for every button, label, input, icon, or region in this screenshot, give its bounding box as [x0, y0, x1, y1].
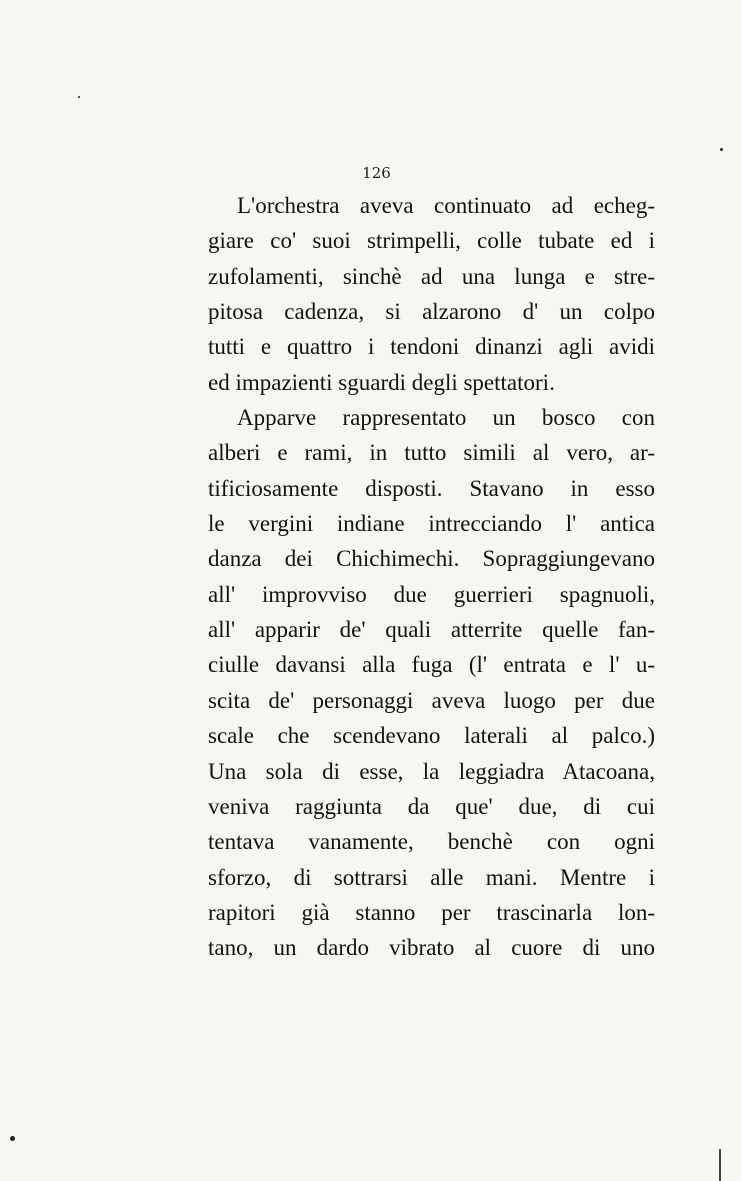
text-line: giare co' suoi strimpelli, colle tubate ed i [208, 228, 655, 254]
page-edge-mark [719, 1149, 721, 1181]
text-line: all' apparir de' quali atterrite quelle fan- [208, 617, 655, 643]
text-line: alberi e rami, in tutto simili al vero, ar- [208, 440, 655, 466]
text-line: veniva raggiunta da que' due, di cui [208, 793, 655, 819]
text-line: ciulle davansi alla fuga (l' entrata e l' u- [208, 652, 655, 678]
text-line: rapitori già stanno per trascinarla lon- [208, 899, 655, 925]
paper-speck [78, 96, 80, 98]
text-line: ed impazienti sguardi degli spettatori. [208, 369, 555, 395]
text-line: scale che scendevano laterali al palco.) [208, 723, 655, 749]
text-line: zufolamenti, sinchè ad una lunga e stre- [208, 263, 655, 289]
text-line: Una sola di esse, la leggiadra Atacoana, [208, 758, 655, 784]
text-line: le vergini indiane intrecciando l' antica [208, 511, 655, 537]
text-line: tutti e quattro i tendoni dinanzi agli avidi [208, 334, 655, 360]
text-line: danza dei Chichimechi. Sopraggiungevano [208, 546, 655, 572]
body-text [208, 188, 655, 966]
paper-speck [10, 1136, 15, 1141]
text-line: tano, un dardo vibrato al cuore di uno [208, 935, 655, 961]
text-line: pitosa cadenza, si alzarono d' un colpo [208, 299, 655, 325]
text-line: tificiosamente disposti. Stavano in esso [208, 475, 655, 501]
text-line: Apparve rappresentato un bosco con [237, 405, 655, 431]
page-number: 126 [362, 164, 391, 182]
text-line: sforzo, di sottrarsi alle mani. Mentre i [208, 864, 655, 890]
text-line: tentava vanamente, benchè con ogni [208, 829, 655, 855]
text-line: L'orchestra aveva continuato ad echeg- [237, 193, 655, 218]
text-line: all' improvviso due guerrieri spagnuoli, [208, 581, 655, 607]
text-line: scita de' personaggi aveva luogo per due [208, 687, 655, 713]
paper-speck [720, 148, 723, 151]
